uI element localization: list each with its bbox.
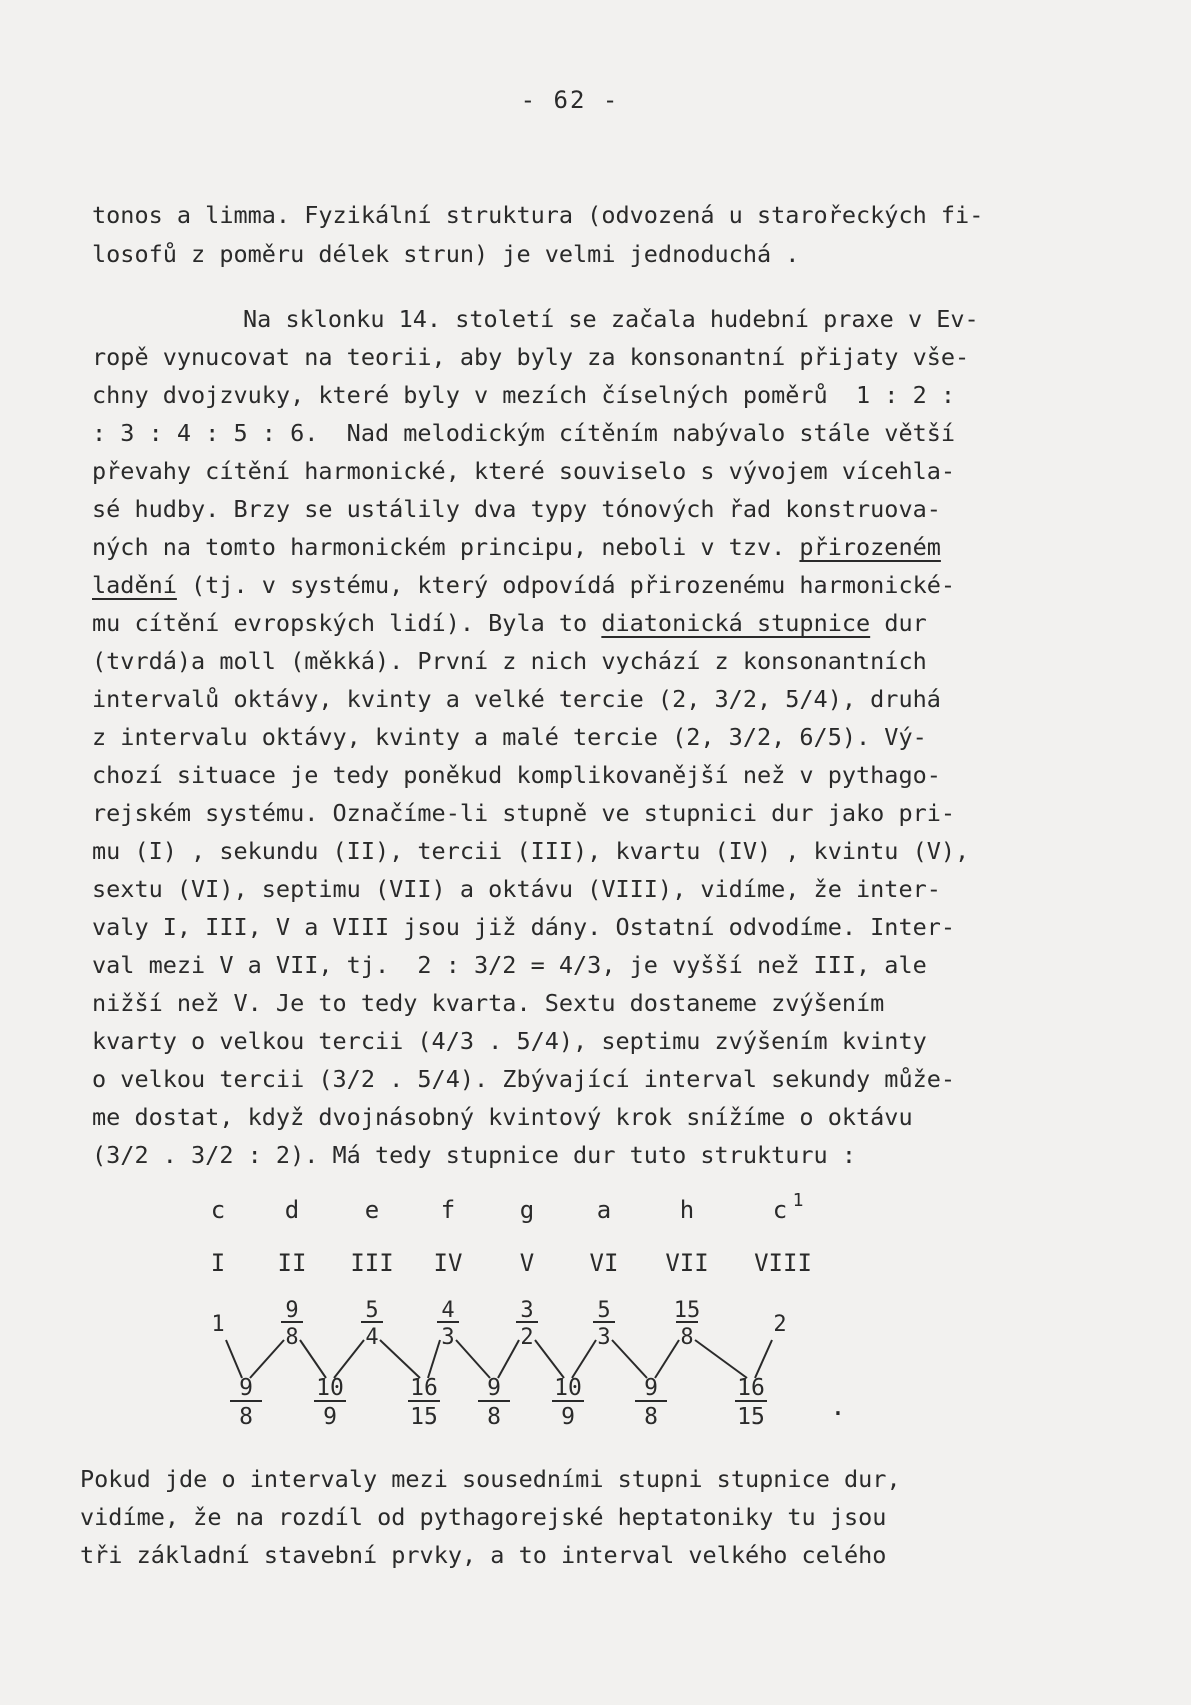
zigzag-segment: [655, 1340, 679, 1378]
text-line: tonos a limma. Fyzikální struktura (odvozená u starořeckých fi-: [92, 201, 984, 229]
end-mark: .: [830, 1392, 846, 1422]
text-line: chozí situace je tedy poněkud komplikovanější než v pythago-: [92, 761, 941, 789]
ratio-denominator: 4: [365, 1325, 379, 1350]
zigzag-segment: [695, 1340, 747, 1378]
scale-degree: IV: [433, 1249, 463, 1277]
step-numerator: 16: [737, 1375, 765, 1401]
step-numerator: 9: [239, 1375, 253, 1401]
text-line: me dostat, když dvojnásobný kvintový krok snížíme o oktávu: [92, 1103, 913, 1131]
text-segment: ných na tomto harmonickém principu, neboli v tzv.: [92, 533, 800, 561]
step-denominator: 15: [737, 1404, 765, 1430]
scale-degree: III: [350, 1249, 394, 1277]
scale-degree: VIII: [754, 1249, 812, 1277]
text-line: sé hudby. Brzy se ustálily dva typy tónových řad konstruova-: [92, 495, 941, 523]
scale-note: a: [596, 1196, 612, 1224]
text-line: kvarty o velkou tercii (4/3 . 5/4), septimu zvýšením kvinty: [92, 1027, 927, 1055]
zigzag-segment: [535, 1340, 564, 1378]
underlined-term: diatonická stupnice: [601, 609, 871, 637]
text-line: (3/2 . 3/2 : 2). Má tedy stupnice dur tuto strukturu :: [92, 1141, 857, 1169]
zigzag-segment: [428, 1340, 440, 1378]
step-numerator: 9: [487, 1375, 501, 1401]
zigzag-segment: [334, 1340, 364, 1378]
text-line: sextu (VI), septimu (VII) a oktávu (VIII), vidíme, že inter-: [92, 875, 941, 903]
scale-degree: VII: [665, 1249, 709, 1277]
ratio-denominator: 8: [680, 1325, 694, 1350]
ratio-denominator: 8: [285, 1325, 299, 1350]
scale-note: d: [284, 1196, 300, 1224]
text-line: převahy cítění harmonické, které souviselo s vývojem vícehla-: [92, 457, 956, 485]
ratio-numerator: 3: [520, 1298, 534, 1323]
step-denominator: 9: [561, 1404, 575, 1430]
text-line: z intervalu oktávy, kvinty a malé tercie (2, 3/2, 6/5). Vý-: [92, 723, 927, 751]
zigzag-segment: [380, 1340, 420, 1378]
text-line: nižší než V. Je to tedy kvarta. Sextu dostaneme zvýšením: [92, 989, 885, 1017]
scale-note: f: [440, 1196, 456, 1224]
text-line: intervalů oktávy, kvinty a velké tercie (2, 3/2, 5/4), druhá: [92, 685, 941, 713]
text-line: valy I, III, V a VIII jsou již dány. Ostatní odvodíme. Inter-: [92, 913, 956, 941]
text-line: mu (I) , sekundu (II), tercii (III), kvartu (IV) , kvintu (V),: [92, 837, 970, 865]
ratio-denominator: 2: [520, 1325, 534, 1350]
scale-note: c: [772, 1196, 788, 1224]
ratio-numerator: 9: [285, 1298, 299, 1323]
step-denominator: 8: [239, 1404, 253, 1430]
scale-note: g: [519, 1196, 535, 1224]
step-denominator: 8: [487, 1404, 501, 1430]
zigzag-segment: [612, 1340, 647, 1378]
zigzag-segment: [498, 1340, 519, 1378]
scale-degree: I: [210, 1249, 226, 1277]
text-line: rejském systému. Označíme-li stupně ve stupnici dur jako pri-: [92, 799, 956, 827]
scale-note: c: [210, 1196, 226, 1224]
text-line: : 3 : 4 : 5 : 6. Nad melodickým cítěním nabývalo stále větší: [92, 419, 956, 447]
text-line: chny dvojzvuky, které byly v mezích číselných poměrů 1 : 2 :: [92, 381, 956, 409]
zigzag-segment: [572, 1340, 596, 1378]
underlined-term: ladění: [92, 571, 177, 599]
ratio-numerator: 4: [441, 1298, 455, 1323]
step-numerator: 10: [316, 1375, 344, 1401]
text-line: Pokud jde o intervaly mezi sousedními stupni stupnice dur,: [80, 1465, 901, 1493]
text-line: tři základní stavební prvky, a to interval velkého celého: [80, 1541, 887, 1569]
ratio-denominator: 3: [597, 1325, 611, 1350]
ratio-numerator: 5: [365, 1298, 379, 1323]
scale-note: e: [364, 1196, 380, 1224]
zigzag-segment: [250, 1340, 284, 1378]
text-line: vidíme, že na rozdíl od pythagorejské heptatoniky tu jsou: [80, 1503, 887, 1531]
text-line: Na sklonku 14. století se začala hudební praxe v Ev-: [243, 305, 979, 333]
zigzag-segment: [755, 1340, 772, 1378]
text-line: losofů z poměru délek strun) je velmi jednoduchá .: [92, 240, 800, 268]
step-denominator: 9: [323, 1404, 337, 1430]
scale-degree: II: [277, 1249, 307, 1277]
text-line: o velkou tercii (3/2 . 5/4). Zbývající interval sekundy může-: [92, 1065, 956, 1093]
zigzag-segment: [300, 1340, 326, 1378]
text-line: val mezi V a VII, tj. 2 : 3/2 = 4/3, je vyšší než III, ale: [92, 951, 927, 979]
zigzag-segment: [226, 1340, 242, 1378]
step-numerator: 10: [554, 1375, 582, 1401]
ratio-value: 1: [211, 1312, 225, 1337]
ratio-denominator: 3: [441, 1325, 455, 1350]
scale-degree: V: [519, 1249, 535, 1277]
page-number: - 62 -: [520, 86, 620, 114]
text-segment: dur: [870, 609, 927, 637]
text-line: (tvrdá)a moll (měkká). První z nich vychází z konsonantních: [92, 647, 927, 675]
step-numerator: 9: [644, 1375, 658, 1401]
ratio-value: 2: [773, 1312, 787, 1337]
scale-note: h: [679, 1196, 695, 1224]
text-line: ropě vynucovat na teorii, aby byly za konsonantní přijaty vše-: [92, 343, 970, 371]
underlined-term: přirozeném: [799, 533, 941, 561]
step-denominator: 15: [410, 1404, 438, 1430]
ratio-numerator: 5: [597, 1298, 611, 1323]
note-superscript: 1: [792, 1190, 804, 1211]
scale-degree: VI: [589, 1249, 619, 1277]
step-numerator: 16: [410, 1375, 438, 1401]
text-segment: mu cítění evropských lidí). Byla to: [92, 609, 602, 637]
ratio-numerator: 15: [673, 1298, 701, 1323]
step-denominator: 8: [644, 1404, 658, 1430]
zigzag-segment: [456, 1340, 490, 1378]
text-segment: (tj. v systému, který odpovídá přirozenému harmonické-: [176, 571, 956, 599]
